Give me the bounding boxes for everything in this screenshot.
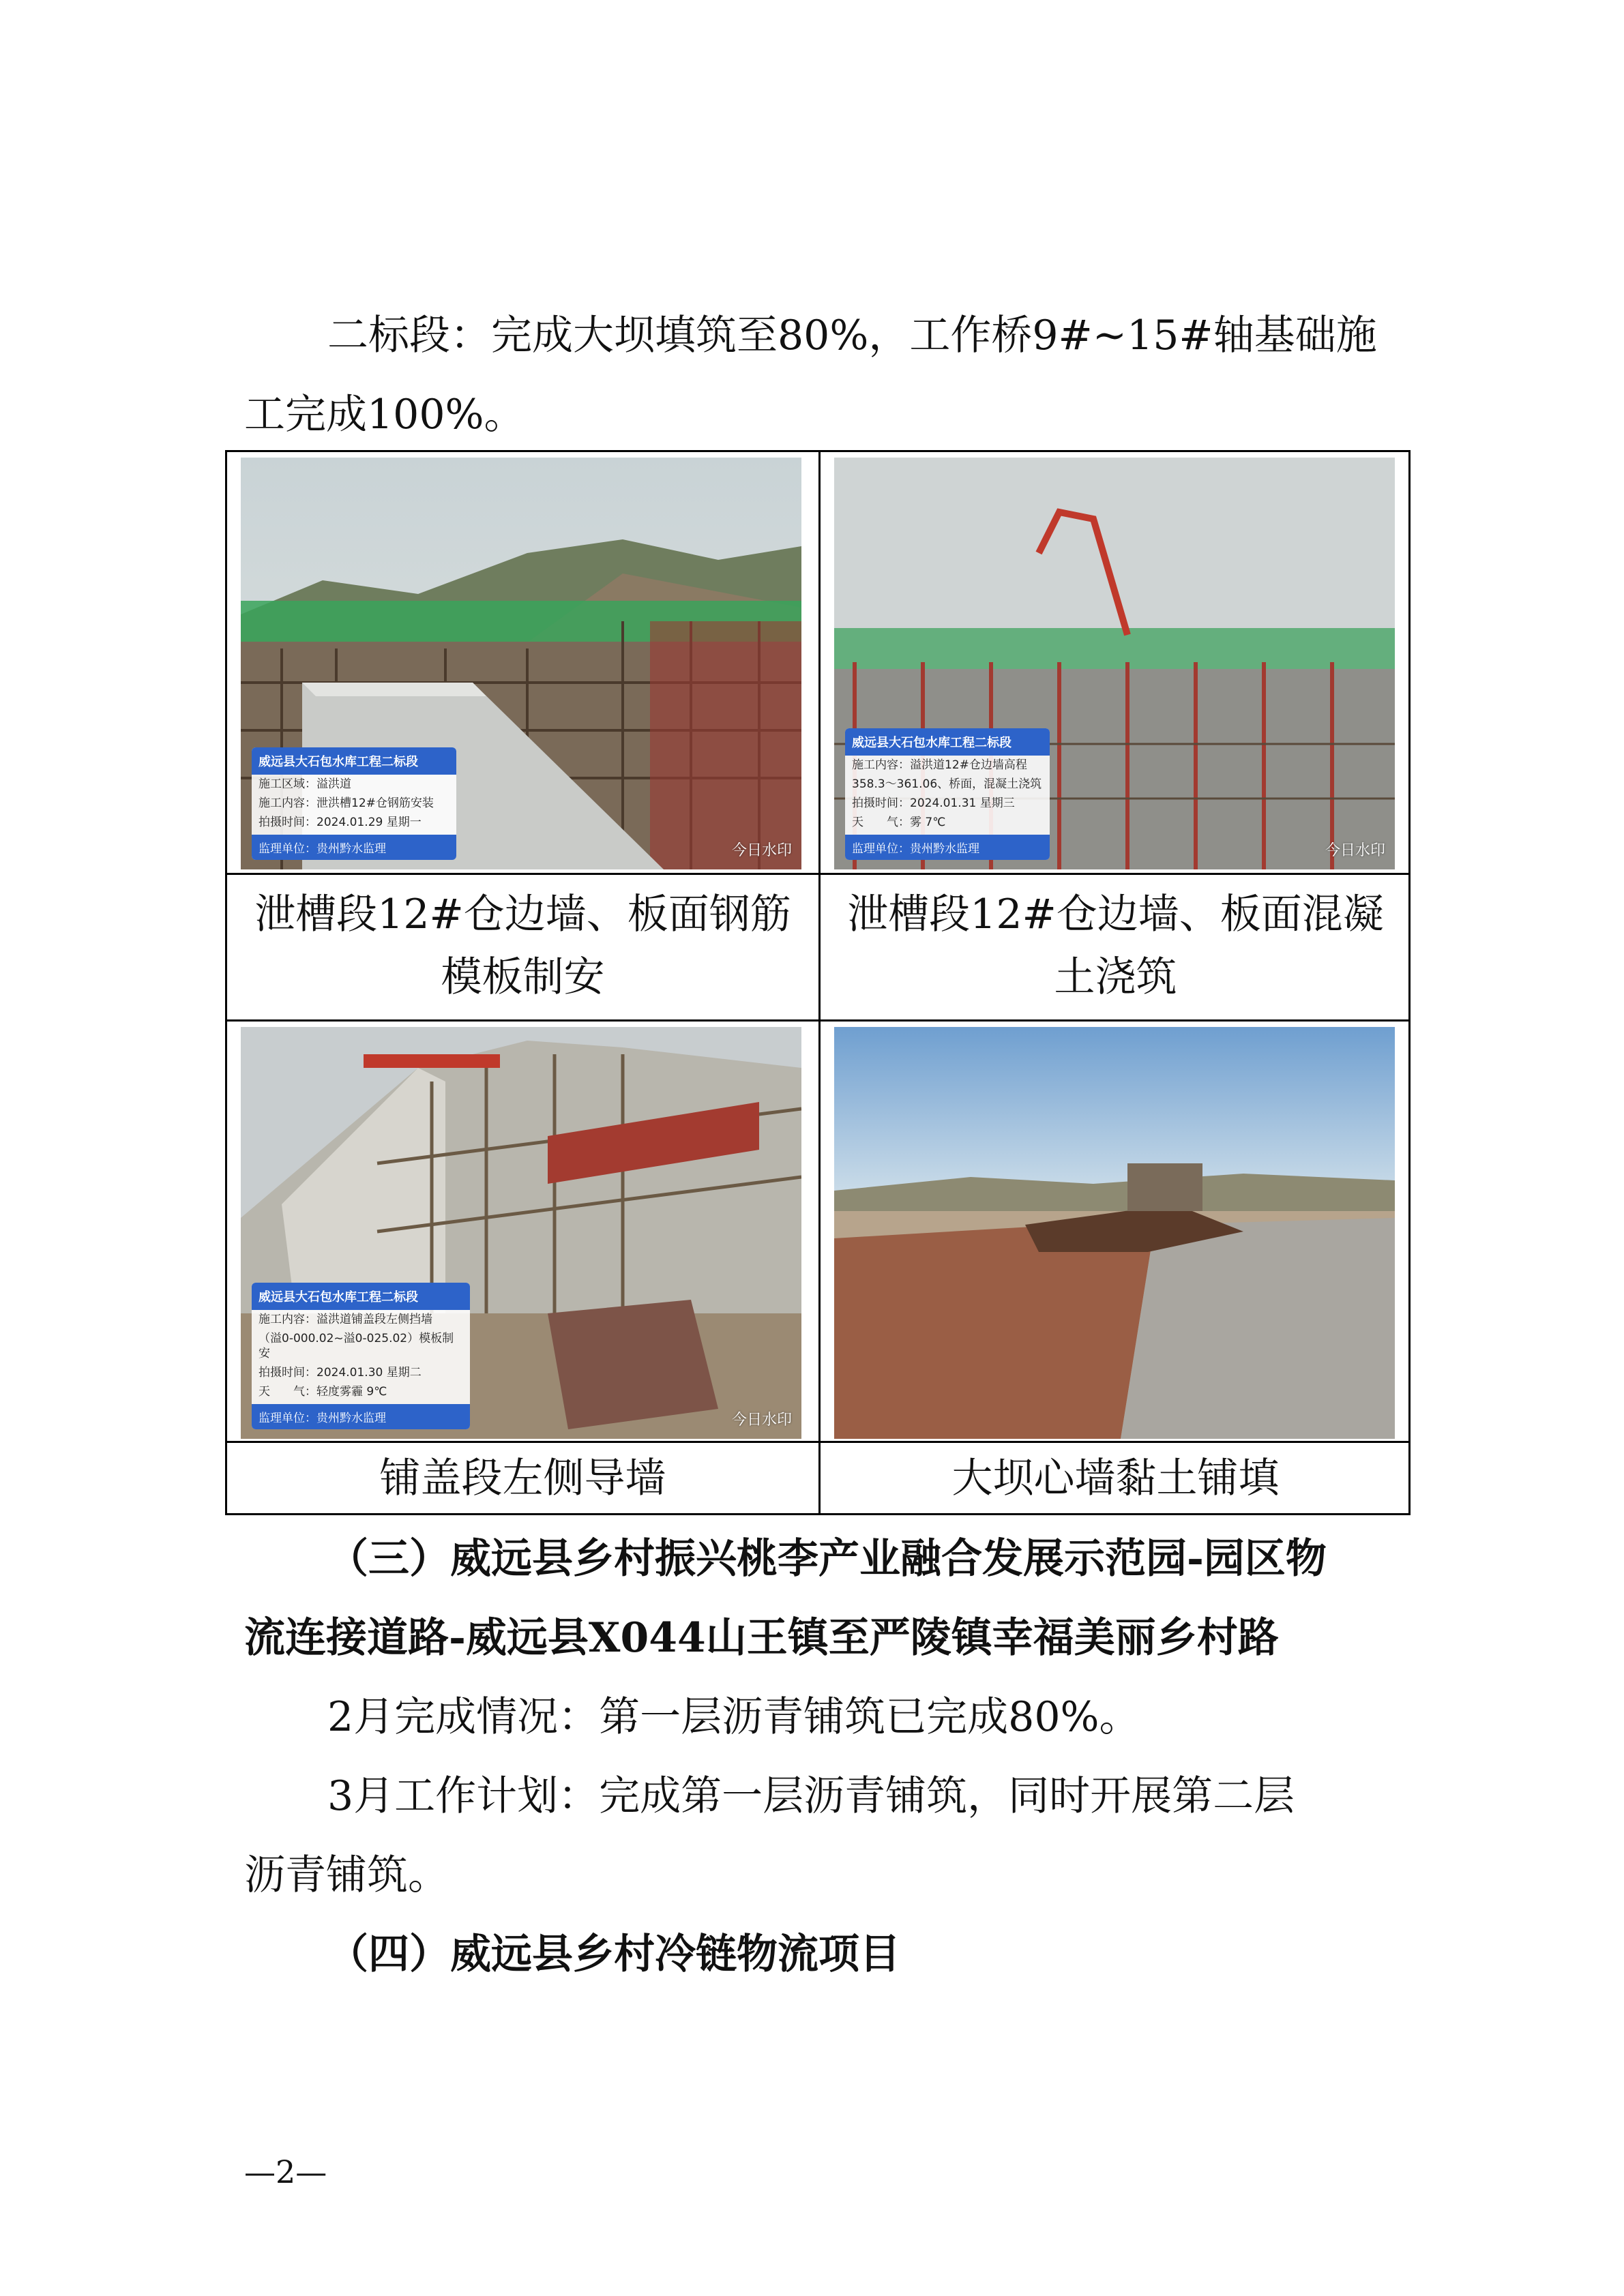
watermark-card (252, 1283, 470, 1429)
watermark-row: 天 气：轻度雾霾 9℃ (259, 1385, 387, 1399)
watermark-card (845, 728, 1050, 860)
photo-caption (227, 875, 818, 1019)
watermark-card (252, 747, 456, 860)
photo-guide-wall (241, 1027, 801, 1439)
watermark-row: 拍摄时间：2024.01.29 星期一 (259, 816, 422, 829)
section3-heading-line-1: （三）威远县乡村振兴桃李产业融合发展示范园-园区物 (327, 1535, 1327, 1583)
watermark-brand: 今日水印 (731, 842, 792, 859)
caption-line: 模板制安 (441, 953, 605, 1001)
intro-line-1: 二标段：完成大坝填筑至80%，工作桥9#~15#轴基础施 (327, 312, 1377, 359)
photo-caption (227, 1443, 818, 1515)
march-plan-line-1: 3月工作计划：完成第一层沥青铺筑，同时开展第二层 (327, 1772, 1295, 1820)
watermark-row: 天 气：雾 7℃ (852, 816, 946, 829)
watermark-supervisor: 监理单位：贵州黔水监理 (252, 835, 456, 860)
intro-line-2: 工完成100%。 (244, 391, 525, 438)
caption-line: 铺盖段左侧导墙 (379, 1455, 666, 1502)
page-number: —2— (244, 2153, 327, 2190)
watermark-supervisor: 监理单位：贵州黔水监理 (252, 1404, 470, 1429)
watermark-brand: 今日水印 (731, 1412, 792, 1429)
caption-line: 大坝心墙黏土铺填 (951, 1455, 1280, 1502)
table-divider-row2 (227, 1019, 1408, 1022)
section3-heading-line-2: 流连接道路-威远县X044山王镇至严陵镇幸福美丽乡村路 (244, 1614, 1279, 1662)
watermark-row: （溢0-000.02~溢0-025.02）模板制安 (259, 1332, 454, 1360)
watermark-row: 施工内容：泄洪槽12#仓钢筋安装 (259, 796, 434, 810)
watermark-row: 施工内容：溢洪道12#仓边墙高程 (852, 758, 1027, 772)
photo-dam-clay-fill (834, 1027, 1395, 1439)
section4-heading: （四）威远县乡村冷链物流项目 (327, 1930, 900, 1978)
watermark-title: 威远县大石包水库工程二标段 (252, 1283, 470, 1310)
photo-caption (821, 1443, 1411, 1515)
photo-table (225, 450, 1411, 1515)
feb-status: 2月完成情况：第一层沥青铺筑已完成80%。 (327, 1693, 1140, 1741)
photo-caption (821, 875, 1411, 1019)
watermark-supervisor: 监理单位：贵州黔水监理 (845, 835, 1050, 860)
caption-line: 泄槽段12#仓边墙、板面混凝 (847, 891, 1384, 938)
watermark-row: 358.3～361.06、桥面，混凝土浇筑 (852, 777, 1042, 791)
march-plan-line-2: 沥青铺筑。 (244, 1851, 449, 1899)
photo-dam-clay-fill-image (834, 1027, 1395, 1439)
watermark-title: 威远县大石包水库工程二标段 (845, 728, 1050, 756)
photo-concrete-pour (834, 458, 1395, 869)
photo-spillway-rebar (241, 458, 801, 869)
watermark-title: 威远县大石包水库工程二标段 (252, 747, 456, 775)
watermark-row: 拍摄时间：2024.01.30 星期二 (259, 1366, 422, 1380)
watermark-row: 施工区域：溢洪道 (259, 777, 351, 791)
watermark-row: 施工内容：溢洪道铺盖段左侧挡墙 (259, 1313, 432, 1326)
watermark-brand: 今日水印 (1325, 842, 1385, 859)
watermark-row: 拍摄时间：2024.01.31 星期三 (852, 796, 1015, 810)
caption-line: 泄槽段12#仓边墙、板面钢筋 (254, 891, 791, 938)
caption-line: 土浇筑 (1054, 953, 1177, 1001)
